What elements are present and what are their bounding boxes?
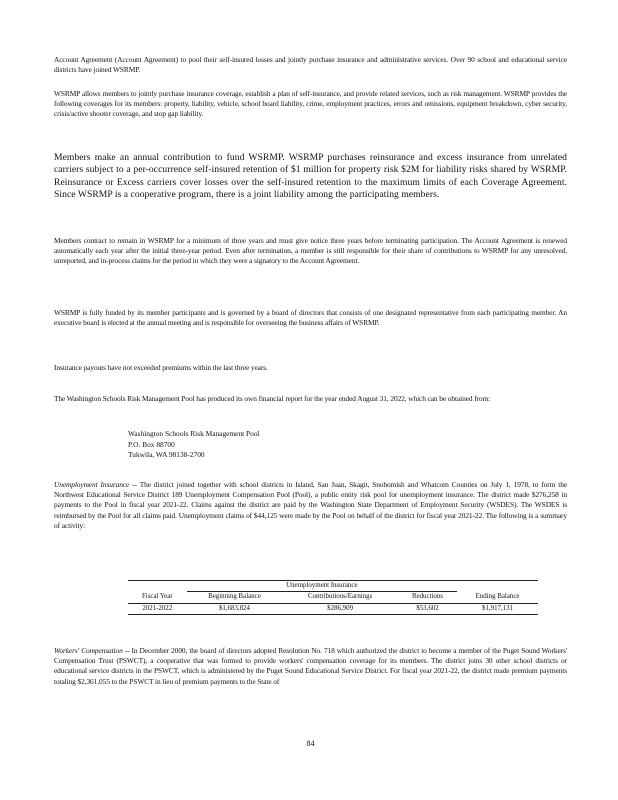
- pool-address: [128, 429, 260, 461]
- unemployment-body: -- The district joined together with school districts in Island, San Juan, Skagit, Snohomish and Whatcom Counties on July 1, 1978, to form the Northwest Educational Service District 189 Unemployment Compensation Pool (Pool), a public entity risk pool for unemployment insurance. The district made $276,258 in payments to the Pool in fiscal year 2021-22. Claims against the district are paid by the Washington State Department of Employment Security (WSDES). The WSDES is reimbursed by the Pool for all claims paid. Unemployment claims of $44,125 were made by the Pool on behalf of the district for fiscal year 2021-22. The following is a summary of activity:: [54, 480, 567, 530]
- column-header: Contributions/Earnings: [282, 592, 398, 603]
- paragraph-workers-comp: [54, 646, 567, 687]
- table-cell: $53,602: [398, 603, 457, 614]
- table-cell: 2021-2022: [128, 603, 187, 614]
- paragraph-membership-terms: Members contract to remain in WSRMP for a minimum of three years and must give notice three years before terminating participation. The Account Agreement is renewed automatically each year after the initial three-year period. Even after termination, a member is still responsible for their share of contributions to WSRMP for any unresolved, unreported, and in-process claims for the period in which they were a signatory to the Account Agreement.: [54, 236, 567, 266]
- table-cell: $1,683,824: [187, 603, 283, 614]
- paragraph-coverages: WSRMP allows members to jointly purchase insurance coverage, establish a plan of self-insurance, and provide related services, such as risk management. WSRMP provides the following coverages for its members: property, liability, vehicle, school board liability, crime, employment practices, errors and omissions, equipment breakdown, cyber security, crisis/active shooter coverage, and stop gap liability.: [54, 89, 567, 119]
- column-header: Reductions: [398, 592, 457, 603]
- table-cell: $1,917,131: [457, 603, 538, 614]
- paragraph-payouts: Insurance payouts have not exceeded premiums within the last three years.: [54, 363, 268, 372]
- workers-comp-body: -- In December 2000, the board of directors adopted Resolution No. 718 which authorized the district to become a member of the Puget Sound Workers' Compensation Trust (PSWCT), a cooperative that was formed to provide workers' compensation coverage for its members. The district joins 30 other school districts or educational service districts in the PSWCT, which is administered by the Puget Sound Educational Service District. For fiscal year 2021-22, the district made premium payments totaling $2,361,055 to the PSWCT in lieu of premium payments to the State of: [54, 646, 567, 686]
- address-line: P.O. Box 88700: [128, 439, 175, 449]
- address-line: Tukwila, WA 98138-2700: [128, 450, 205, 460]
- column-header: Fiscal Year: [128, 592, 187, 603]
- table-group-header: Unemployment Insurance: [187, 581, 458, 592]
- workers-comp-heading: Workers' Compensation: [54, 646, 123, 655]
- table-row: [128, 603, 538, 614]
- paragraph-account-agreement: Account Agreement (Account Agreement) to pool their self-insured losses and jointly purchase insurance and administrative services. Over 90 school and educational service districts have joined WSRMP.: [54, 55, 567, 75]
- unemployment-heading: Unemployment Insurance: [54, 480, 130, 489]
- page-number: 84: [306, 739, 315, 748]
- paragraph-financial-report: The Washington Schools Risk Management Pool has produced its own financial report for the year ended August 31, 2022, which can be obtained from:: [54, 394, 491, 403]
- paragraph-unemployment: [54, 480, 567, 531]
- column-header: Ending Balance: [457, 592, 538, 603]
- unemployment-activity-table: [128, 580, 538, 615]
- address-line: Washington Schools Risk Management Pool: [128, 429, 260, 438]
- paragraph-contributions: Members make an annual contribution to fund WSRMP. WSRMP purchases reinsurance and excess insurance from unrelated carriers subject to a per-occurrence self-insured retention of $1 million for property risk $2M for liability risks shared by WSRMP. Reinsurance or Excess carriers cover losses over the self-insured retention to the maximum limits of each Coverage Agreement. Since WSRMP is a cooperative program, there is a joint liability among the participating members.: [54, 152, 567, 201]
- paragraph-governance: WSRMP is fully funded by its member participants and is governed by a board of directors that consists of one designated representative from each participating member. An executive board is elected at the annual meeting and is responsible for overseeing the business affairs of WSRMP.: [54, 308, 567, 328]
- table-cell: $286,909: [282, 603, 398, 614]
- column-header: Beginning Balance: [187, 592, 283, 603]
